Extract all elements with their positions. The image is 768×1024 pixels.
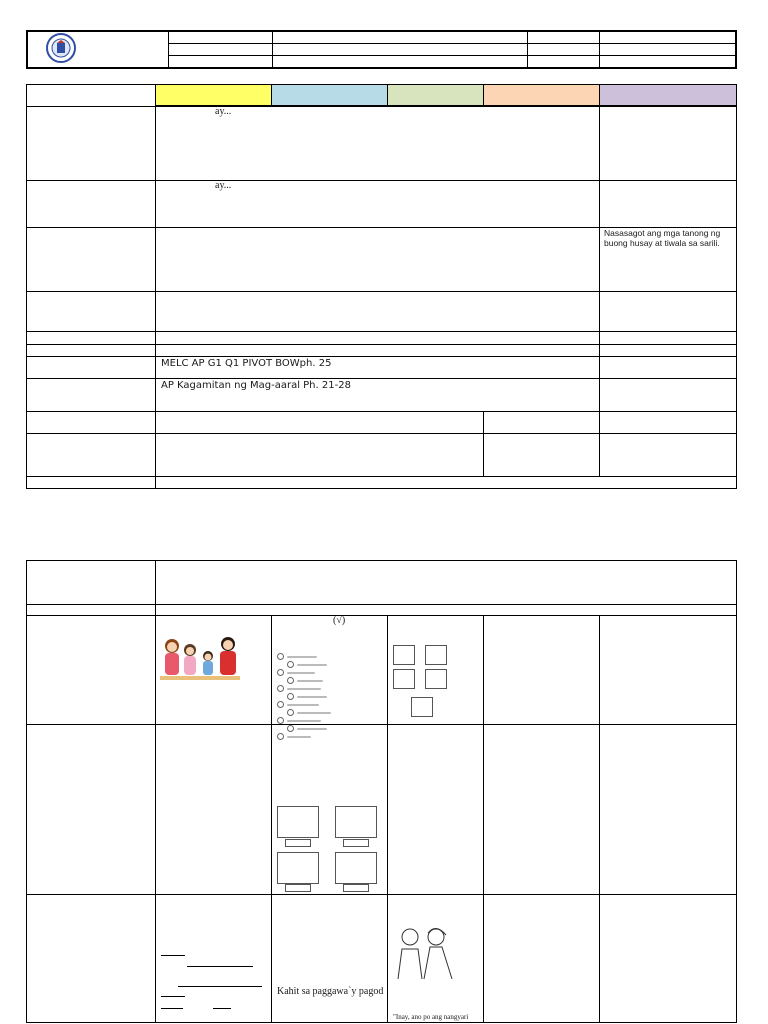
answer-line [161,1008,183,1009]
day-header-monday [155,84,272,106]
row-divider [26,356,737,357]
song-phrase: Kahit sa paggawa`y pagod [277,986,384,997]
lesson-table [26,84,737,489]
col-divider [271,615,272,1023]
col-divider [483,411,484,476]
header-divider [272,31,273,68]
family-illustration [160,632,242,682]
col-divider [599,84,600,411]
family-photo-grid [277,806,377,892]
row-divider [26,894,737,895]
day-header-wednesday [387,84,484,106]
header-block [26,30,737,69]
row-divider [26,378,737,379]
activity-pictures [391,645,451,720]
answer-line [187,966,253,967]
objective-text-2: ay... [215,180,232,191]
answer-line [161,955,185,956]
header-divider [168,31,169,68]
col-divider [155,560,156,1023]
melc-reference: MELC AP G1 Q1 PIVOT BOWph. 25 [161,358,332,369]
day-header-friday [599,84,737,106]
wedding-couple-image [392,925,458,979]
objective-text-right: Nasasagot ang mga tanong ng buong husay at tiwala sa sarili. [604,228,721,248]
check-mark-label: (√) [333,615,346,626]
row-divider [26,291,737,292]
deped-seal-icon [46,32,76,64]
day-header-tuesday [271,84,388,106]
col-divider [599,411,600,476]
objective-text-1: ay... [215,106,232,117]
row-divider [26,604,737,605]
answer-line [213,1008,231,1009]
row-divider [26,331,737,332]
ap-materials-reference: AP Kagamitan ng Mag-aaral Ph. 21-28 [161,380,351,391]
row-divider [26,411,737,412]
day-header-thursday [483,84,600,106]
header-divider [168,43,736,44]
row-divider [26,180,737,181]
header-divider [599,31,600,68]
col-divider [155,84,156,489]
row-divider [26,476,737,477]
col-divider [599,615,600,1023]
row-divider [26,106,737,107]
col-divider [483,615,484,1023]
story-caption: "Inay, ano po ang nangyari [393,1013,469,1021]
worksheet-image [277,652,337,722]
col-divider [387,615,388,1023]
row-divider [26,615,737,616]
row-divider [26,433,737,434]
header-divider [527,31,528,68]
row-divider [26,724,737,725]
answer-line [161,996,185,997]
answer-line [178,986,262,987]
header-divider [168,55,736,56]
procedure-table [26,560,737,1023]
row-divider [26,344,737,345]
